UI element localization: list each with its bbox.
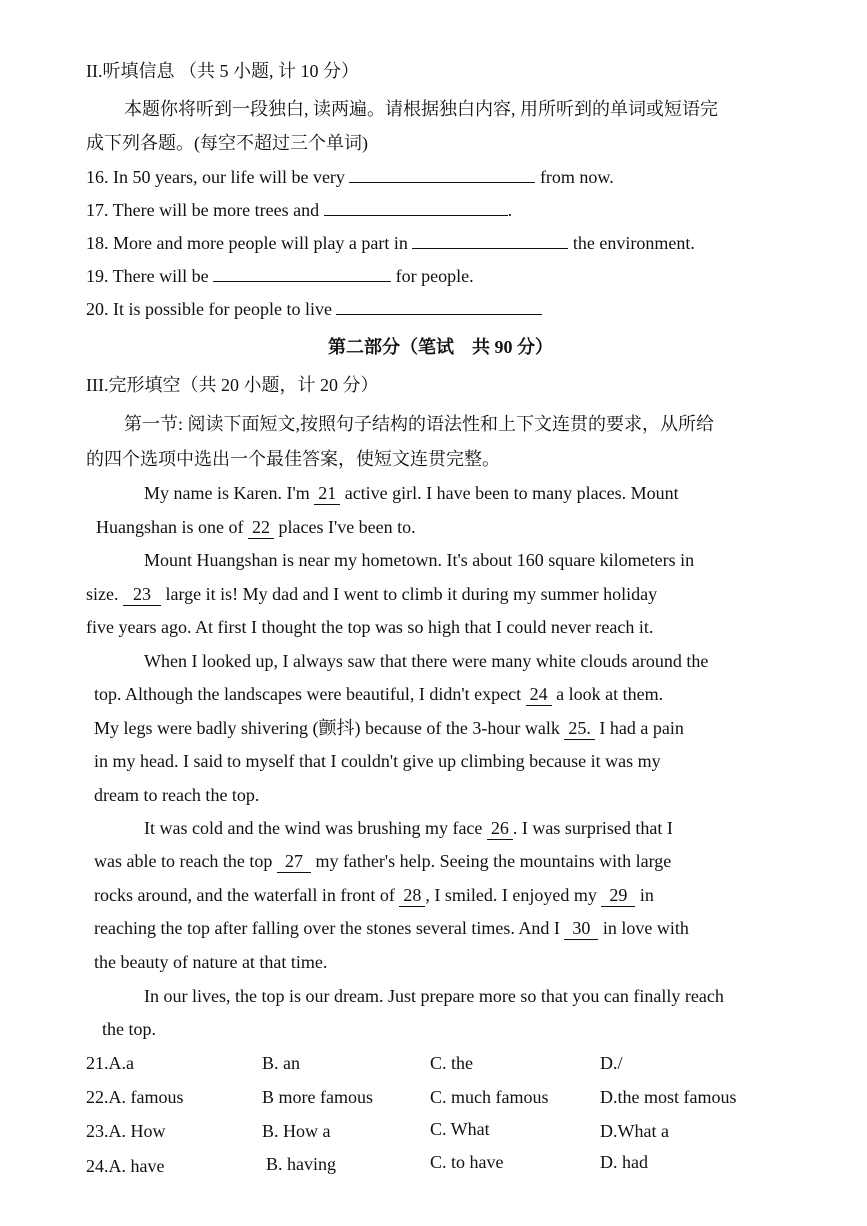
answer-blank[interactable] (336, 298, 542, 315)
item-text: 19. There will be (86, 266, 209, 286)
listening-instruction-1: 本题你将听到一段独白, 读两遍。请根据独白内容, 用所听到的单词或短语完 (124, 99, 718, 119)
option-22-a[interactable]: 22.A. famous (86, 1087, 184, 1107)
passage-text: in love with (602, 918, 689, 938)
cloze-heading: III.完形填空（共 20 小题，计 20 分） (86, 375, 379, 395)
passage-line (94, 884, 654, 907)
blank-29[interactable]: 29 (601, 884, 635, 907)
item-text: . (507, 200, 513, 220)
listening-item-20 (86, 298, 542, 320)
passage-line: Mount Huangshan is near my hometown. It's about 160 square kilometers in (144, 550, 695, 570)
blank-23[interactable]: 23 (123, 583, 161, 606)
listening-heading: II.听填信息 （共 5 小题, 计 10 分） (86, 61, 359, 81)
passage-text: I had a pain (599, 718, 684, 738)
passage-text: My name is Karen. I'm (144, 483, 310, 503)
blank-30[interactable]: 30 (564, 917, 598, 940)
passage-text: large it is! My dad and I went to climb it during my summer holiday (165, 584, 658, 604)
listening-item-19 (86, 265, 474, 287)
passage-line: When I looked up, I always saw that there were many white clouds around the (144, 651, 709, 671)
listening-instruction-2: 成下列各题。(每空不超过三个单词) (86, 133, 368, 153)
option-22-b[interactable]: B more famous (262, 1087, 373, 1107)
option-22-c[interactable]: C. much famous (430, 1087, 549, 1107)
part2-title: 第二部分（笔试 共 90 分） (328, 337, 553, 357)
passage-text: size. (86, 584, 119, 604)
option-23-a[interactable]: 23.A. How (86, 1121, 166, 1141)
passage-text: a look at them. (556, 684, 664, 704)
passage-text: Huangshan is one of (96, 517, 244, 537)
passage-text: , I smiled. I enjoyed my (425, 885, 597, 905)
option-21-a[interactable]: 21.A.a (86, 1053, 134, 1073)
passage-text: My legs were badly shivering (颤抖) because of the 3-hour walk (94, 718, 560, 738)
option-24-b[interactable]: B. having (266, 1154, 336, 1174)
blank-22[interactable]: 22 (248, 516, 274, 539)
item-text: for people. (395, 266, 474, 286)
passage-text: my father's help. Seeing the mountains with large (315, 851, 672, 871)
option-22-d[interactable]: D.the most famous (600, 1087, 737, 1107)
option-23-d[interactable]: D.What a (600, 1121, 669, 1141)
listening-item-18 (86, 232, 695, 254)
cloze-instruction-1: 第一节: 阅读下面短文,按照句子结构的语法性和上下文连贯的要求，从所给 (124, 414, 714, 434)
passage-text: . I was surprised that I (512, 818, 673, 838)
blank-26[interactable]: 26 (487, 817, 513, 840)
blank-27[interactable]: 27 (277, 850, 311, 873)
blank-25[interactable]: 25. (564, 717, 595, 740)
passage-line: five years ago. At first I thought the top was so high that I could never reach it. (86, 617, 654, 637)
passage-text: top. Although the landscapes were beautiful, I didn't expect (94, 684, 522, 704)
item-text: from now. (539, 167, 614, 187)
passage-text: rocks around, and the waterfall in front of (94, 885, 395, 905)
listening-item-16 (86, 166, 614, 188)
item-text: 18. More and more people will play a part in (86, 233, 408, 253)
passage-line (144, 482, 679, 505)
option-23-b[interactable]: B. How a (262, 1121, 331, 1141)
item-text: 20. It is possible for people to live (86, 299, 332, 319)
blank-24[interactable]: 24 (526, 683, 552, 706)
item-text: 16. In 50 years, our life will be very (86, 167, 345, 187)
option-24-c[interactable]: C. to have (430, 1152, 504, 1172)
passage-text: It was cold and the wind was brushing my face (144, 818, 483, 838)
blank-21[interactable]: 21 (314, 482, 340, 505)
answer-blank[interactable] (349, 166, 535, 183)
passage-line (94, 850, 671, 873)
option-21-c[interactable]: C. the (430, 1053, 473, 1073)
passage-text: in (639, 885, 654, 905)
answer-blank[interactable] (213, 265, 391, 282)
passage-line (144, 817, 673, 840)
option-23-c[interactable]: C. What (430, 1119, 490, 1139)
option-24-d[interactable]: D. had (600, 1152, 648, 1172)
passage-line: In our lives, the top is our dream. Just prepare more so that you can finally reach (144, 986, 724, 1006)
item-text: 17. There will be more trees and (86, 200, 320, 220)
passage-text: active girl. I have been to many places. Mount (344, 483, 679, 503)
option-21-b[interactable]: B. an (262, 1053, 300, 1073)
passage-text: was able to reach the top (94, 851, 273, 871)
passage-line (96, 516, 416, 539)
passage-text: reaching the top after falling over the stones several times. And I (94, 918, 560, 938)
cloze-instruction-2: 的四个选项中选出一个最佳答案，使短文连贯完整。 (86, 449, 500, 469)
item-text: the environment. (572, 233, 695, 253)
passage-line (94, 683, 663, 706)
passage-line: in my head. I said to myself that I couldn't give up climbing because it was my (94, 751, 661, 771)
listening-item-17 (86, 199, 512, 221)
passage-line: dream to reach the top. (94, 785, 260, 805)
option-24-a[interactable]: 24.A. have (86, 1156, 165, 1176)
blank-28[interactable]: 28 (399, 884, 425, 907)
passage-line (94, 717, 684, 740)
answer-blank[interactable] (412, 232, 568, 249)
passage-line (94, 917, 689, 940)
passage-line: the top. (102, 1019, 156, 1039)
passage-line: the beauty of nature at that time. (94, 952, 328, 972)
option-21-d[interactable]: D./ (600, 1053, 623, 1073)
passage-text: places I've been to. (278, 517, 416, 537)
answer-blank[interactable] (324, 199, 508, 216)
passage-line (86, 583, 657, 606)
